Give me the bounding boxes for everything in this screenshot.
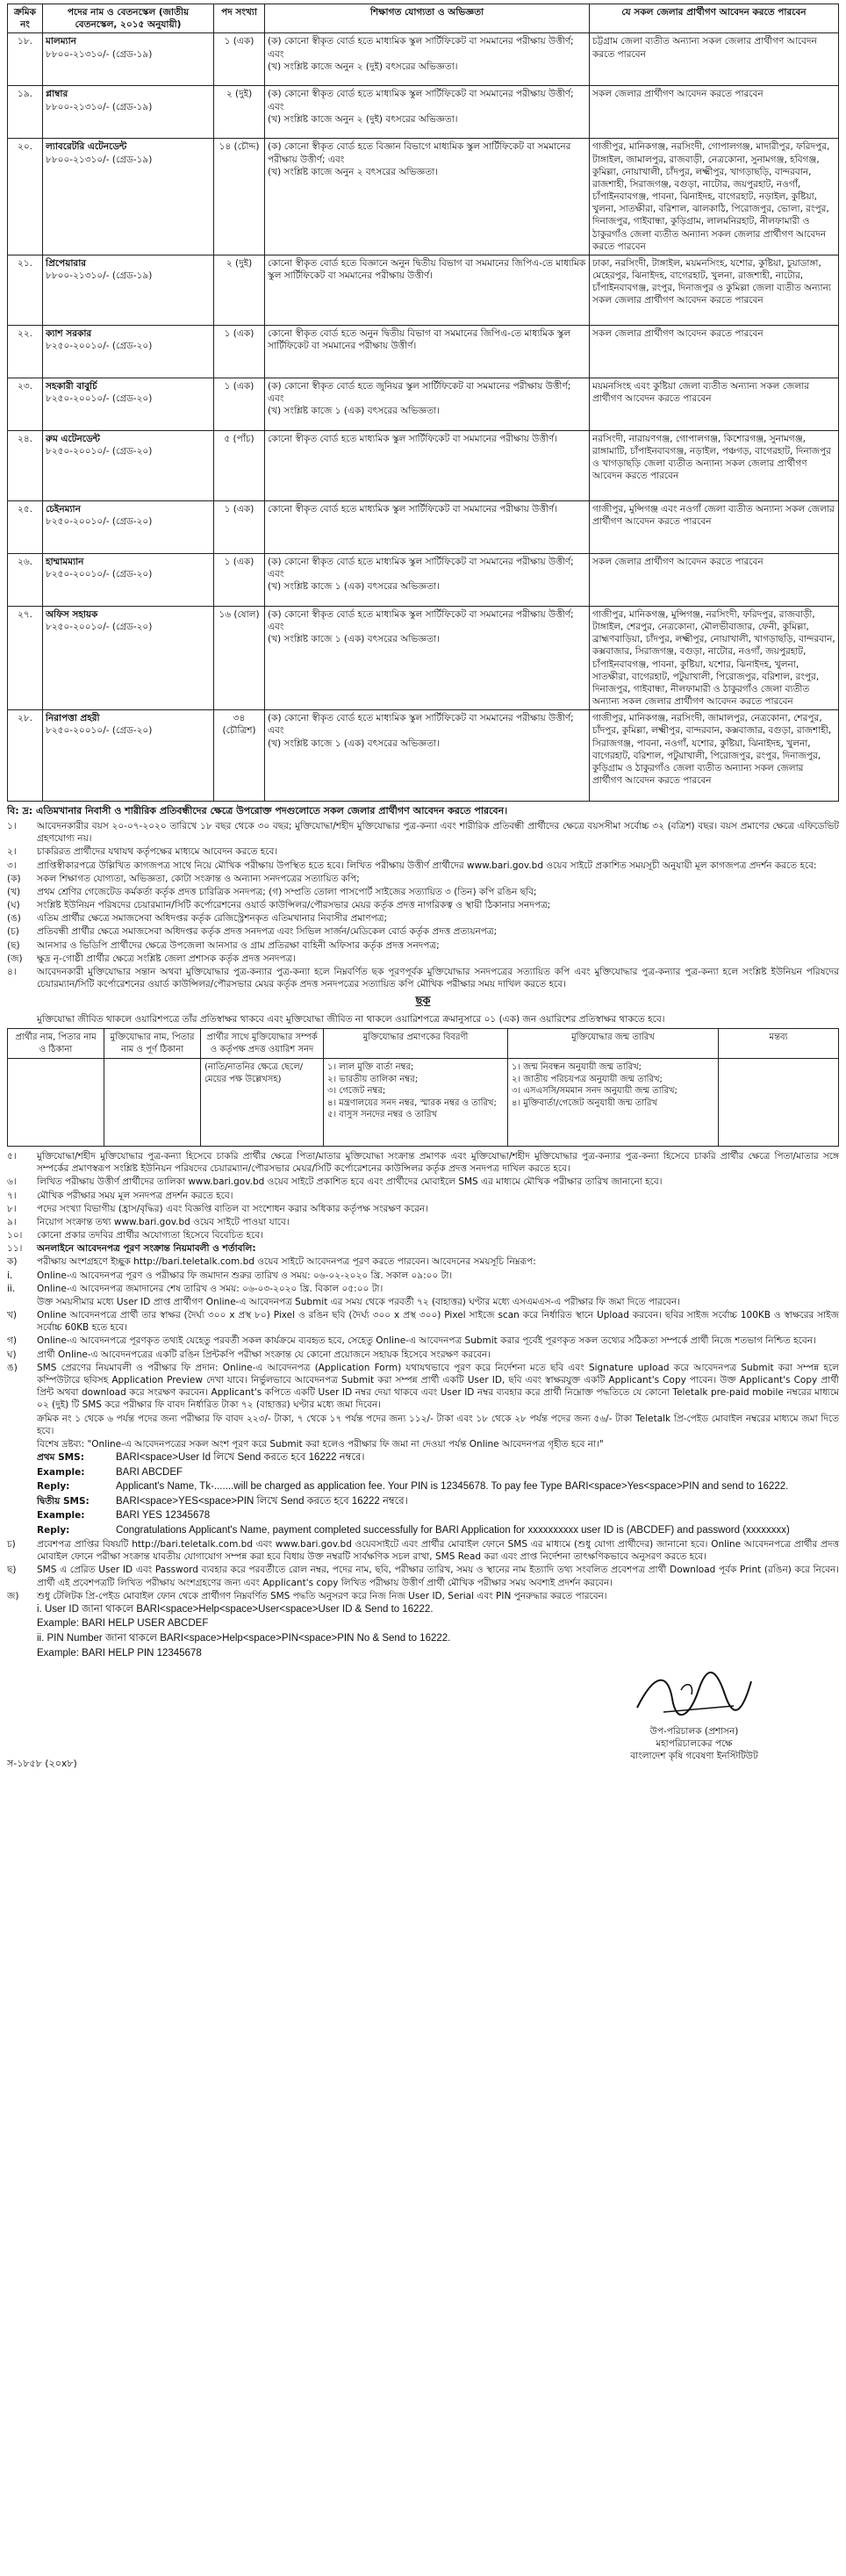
reference-code: স-১৮৫৮ (২০x৮) bbox=[7, 1758, 77, 1770]
post-districts: ঢাকা, নরসিংদী, টাঙ্গাইল, ময়মনসিংহ, যশোর, কুষ্টিয়া, চুয়াডাঙ্গা, মেহেরপুর, ঝিনাইদহ, বাগেরহাট, খুলনা, রাজশাহী, নাটোর, চাঁপাইনবাবগঞ্জ, রংপুর, দিনাজপুর ও কুমিল্লা জেলা ব্যতীত অন্যান্য সকল জেলার প্রার্থীগণ আবেদন করতে পারবেন bbox=[590, 255, 839, 325]
rule-item-text: মৌখিক পরীক্ষার সময় মূল সনদপত্র প্রদর্শন করতে হবে। bbox=[37, 1190, 233, 1201]
posts-table bbox=[7, 4, 839, 802]
sms-text: BARI<space>YES<space>PIN লিখে Send করতে হবে 16222 নম্বরে। bbox=[116, 1495, 408, 1507]
ff-cell-candidate bbox=[8, 1059, 104, 1147]
freedom-fighter-form bbox=[7, 994, 839, 1147]
notice-clause bbox=[7, 886, 839, 898]
sms-label: Reply: bbox=[37, 1524, 70, 1536]
post-scale: ৮৮০০-২১৩১০/- (গ্রেড-১৯) bbox=[46, 270, 153, 282]
post-scale: ৮২৫০-২০০১০/- (গ্রেড-২০) bbox=[46, 622, 153, 633]
ff-cell-remarks bbox=[719, 1059, 839, 1147]
qualification-item: (খ) সংশ্লিষ্ট কাজে ১ (এক) বৎসরের অভিজ্ঞতা। bbox=[268, 581, 440, 593]
post-row bbox=[8, 378, 839, 430]
online-item-num bbox=[7, 1296, 37, 1308]
ff-cell-dob bbox=[508, 1059, 719, 1147]
post-districts: সকল জেলার প্রার্থীগণ আবেদন করতে পারবেন bbox=[590, 553, 839, 606]
post-row bbox=[8, 710, 839, 802]
post-serial: ২২. bbox=[8, 325, 43, 378]
post-count: ১ (এক) bbox=[214, 33, 265, 86]
online-item-num bbox=[7, 1413, 37, 1437]
post-name: নিরাপত্তা প্রহরী bbox=[46, 713, 100, 724]
notice-clause bbox=[7, 953, 839, 965]
notice-clause bbox=[7, 925, 839, 938]
post-serial: ২৩. bbox=[8, 378, 43, 430]
proof-item: ৪। মন্ত্রণালয়ের সনদ নম্বর, স্মারক নম্বর ও তারিখ; bbox=[327, 1097, 497, 1108]
post-districts: ময়মনসিংহ এবং কুষ্টিয়া জেলা ব্যতীত অন্যান্য সকল জেলার প্রার্থীগণ আবেদন করতে পারবেন bbox=[590, 378, 839, 430]
notice-clause-text: ক্ষুদ্র নৃ-গোষ্ঠী প্রার্থীর ক্ষেত্রে সংশ্লিষ্ট জেলা প্রশাসক কর্তৃক প্রদত্ত সনদপত্র। bbox=[37, 953, 297, 964]
form-title: ছক bbox=[415, 995, 431, 1009]
qualification-item: (ক) কোনো স্বীকৃত বোর্ড হতে মাধ্যমিক স্কুল সার্টিফিকেট বা সমমানের পরীক্ষায় উত্তীর্ণ; এবং bbox=[268, 556, 574, 580]
post-scale: ৮২৫০-২০০১০/- (গ্রেড-২০) bbox=[46, 393, 153, 405]
notice-clause-num: (জ) bbox=[7, 953, 23, 964]
post-row bbox=[8, 500, 839, 553]
post-name-cell bbox=[43, 553, 214, 606]
post-count: ১ (এক) bbox=[214, 325, 265, 378]
notice-clause bbox=[7, 912, 839, 925]
online-item-text: Online-এ আবেদনপত্র পূরণ ও পরীক্ষার ফি জমাদান শুরুর তারিখ ও সময়: ০৬-০২-২০২০ খ্রি. সকাল ০৯:০০ টা। bbox=[37, 1270, 453, 1281]
sms-instructions bbox=[7, 1451, 839, 1537]
online-item-text: প্রার্থী Online-এ আবেদনপত্রের একটি রঙিন প্রিন্টকপি পরীক্ষা সংক্রান্ত যে কোনো প্রয়োজনে সহায়ক হিসেবে সংরক্ষণ করবেন। bbox=[37, 1349, 491, 1360]
sms-item bbox=[7, 1495, 839, 1509]
post-name-cell bbox=[43, 500, 214, 553]
signature-icon bbox=[628, 1664, 760, 1725]
dob-item: ২। জাতীয় পরিচয়পত্র অনুযায়ী জন্ম তারিখ; bbox=[512, 1074, 663, 1084]
post-qualification bbox=[265, 86, 590, 139]
notice-clause-text: প্রথম শ্রেণির গেজেটেড কর্মকর্তা কর্তৃক প্রদত্ত চারিত্রিক সনদপত্র; (গ) সম্প্রতি তোলা পাসপোর্ট সাইজের সত্যায়িত ৩ (তিন) কপি রঙিন ছবি; bbox=[37, 886, 537, 897]
post-scale: ৮২৫০-২০০১০/- (গ্রেড-২০) bbox=[46, 516, 153, 528]
post-name: প্রিপেয়ারার bbox=[46, 257, 87, 269]
admit-item-text: শুধু টেলিটক প্রি-পেইড মোবাইল ফোন থেকে প্রার্থীগণ নিম্নবর্ণিত SMS পদ্ধতি অনুসরণ করে নিজ নিজ User ID, Serial এবং PIN পুনরুদ্ধার করতে পারবেন। bbox=[37, 1590, 607, 1601]
post-serial: ২৪. bbox=[8, 430, 43, 500]
notice-clause-num: ১। bbox=[7, 821, 17, 832]
online-item bbox=[7, 1413, 839, 1437]
rule-item bbox=[7, 1229, 839, 1241]
post-scale: ৮২৫০-২০০১০/- (গ্রেড-২০) bbox=[46, 341, 153, 352]
post-scale: ৮৮০০-২১৩১০/- (গ্রেড-১৯) bbox=[46, 101, 153, 112]
rule-item-num: ১০। bbox=[7, 1230, 23, 1241]
form-intro-wrap bbox=[7, 1013, 839, 1025]
ff-col-candidate: প্রার্থীর নাম, পিতার নাম ও ঠিকানা bbox=[8, 1029, 104, 1059]
post-count: ২ (দুই) bbox=[214, 255, 265, 325]
qualification-item: (খ) সংশ্লিষ্ট কাজে অনুন ২ (দুই) বৎসরের অভিজ্ঞতা। bbox=[268, 61, 458, 72]
admit-card-instructions bbox=[7, 1538, 839, 1602]
post-scale: ৮৮০০-২১৩১০/- (গ্রেড-১৯) bbox=[46, 154, 153, 165]
admit-item-text: প্রবেশপত্র প্রাপ্তির বিষয়টি http://bari.teletalk.com.bd এবং www.bari.gov.bd ওয়েবসাইটে এবং প্রার্থীর মোবাইল ফোনে SMS এর মাধ্যমে (শুধু যোগ্য প্রার্থীদের) জানানো হবে। Online আবেদনপত্রে প্রার্থীর প্রদত্ত মোবাইল ফোনে পরীক্ষা সংক্রান্ত যাবতীয় যোগাযোগ সম্পন্ন করা হবে বিধায় উক্ত নম্বরটি সার্বক্ষণিক সচল রাখা, SMS Read করা এবং প্রাপ্ত নির্দেশনা তাৎক্ষণিকভাবে অনুসরণ করতে হবে। bbox=[37, 1539, 839, 1563]
ff-cell-relation: (নাতি/নাতনির ক্ষেত্রে ছেলে/মেয়ের পক্ষ উল্লেখসহ) bbox=[201, 1059, 324, 1147]
online-item-text: SMS প্রেরণের নিয়মাবলী ও পরীক্ষার ফি প্রদান: Online-এ আবেদনপত্র (Application Form) যথাযথভাবে পূরণ করে নির্দেশনা মতে ছবি এবং Signature upload করে আবেদনপত্র Submit করা সম্পন্ন হলে কম্পিউটারে ছবিসহ Application Preview দেখা যাবে। নির্ভুলভাবে আবেদনপত্র Submit করা সম্পন্ন প্রার্থী একটি User ID, ছবি এবং স্বাক্ষরযুক্ত একটি Applicant's Copy পাবেন। উক্ত Applicant's Copy প্রার্থী প্রিন্ট অথবা download করে সংরক্ষণ করবেন। Applicant's কপিতে একটি User ID নম্বর দেয়া থাকবে এবং User ID নম্বর ব্যবহার করে প্রার্থী নিম্নোক্ত পদ্ধতিতে যে কোনো Teletalk pre-paid mobile নম্বরের মাধ্যমে ০২ (দুই) টি SMS করে পরীক্ষার ফি বাবদ নির্ধারিত টাকা ৭২ (বাহাত্তর) ঘণ্টার মধ্যে জমা দিবেন। bbox=[37, 1362, 839, 1411]
ff-col-dob: মুক্তিযোদ্ধার জন্ম তারিখ bbox=[508, 1029, 719, 1059]
post-count: ১৪ (চৌদ্দ) bbox=[214, 139, 265, 255]
col-serial: ক্রমিক নং bbox=[8, 4, 43, 33]
post-qualification bbox=[265, 139, 590, 255]
post-row bbox=[8, 430, 839, 500]
qualification-item: (খ) সংশ্লিষ্ট কাজে অনুন ২ বৎসরের অভিজ্ঞতা। bbox=[268, 166, 438, 177]
online-item-text: Online আবেদনপত্রে প্রার্থী তার স্বাক্ষর (দৈর্ঘ্য ৩০০ x প্রস্থ ৮০) Pixel ও রঙিন ছবি (দৈর্ঘ্য ৩০০ x প্রস্থ ৩০০) Pixel সাইজে scan করে নির্ধারিত স্থানে Upload করবেন। ছবির সাইজ সর্বোচ্চ 100KB ও স্বাক্ষরের সাইজ সর্বোচ্চ 60KB হতে হবে। bbox=[37, 1310, 839, 1334]
recovery-text: Example: BARI HELP PIN 12345678 bbox=[37, 1647, 202, 1659]
online-item-text: Online-এ আবেদনপত্র জমাদানের শেষ তারিখ ও সময়: ০৬-০৩-২০২০ খ্রি. বিকাল ০৫:০০ টা। bbox=[37, 1283, 384, 1294]
ff-col-remarks: মন্তব্য bbox=[719, 1029, 839, 1059]
post-name: ক্যাশ সরকার bbox=[46, 327, 92, 339]
sms-label: Example: bbox=[37, 1510, 85, 1522]
signatory-title: উপ-পরিচালক (প্রশাসন) bbox=[649, 1726, 739, 1738]
notice-clause-text: এতিম প্রার্থীর ক্ষেত্রে সমাজসেবা অধিদপ্তর কর্তৃক রেজিস্ট্রেশনকৃত এতিমখানার নিবাসীর প্রমাণপত্র; bbox=[37, 913, 387, 925]
rule-item bbox=[7, 1190, 839, 1202]
admit-item bbox=[7, 1538, 839, 1563]
notice-clause-num: (ঘ) bbox=[7, 900, 20, 911]
post-row bbox=[8, 86, 839, 139]
online-item-num: ঘ) bbox=[7, 1349, 17, 1360]
online-section: ১১। অনলাইনে আবেদনপত্র পূরণ সংক্রান্ত নিয়মাবলী ও শর্তাবলি: ক) পরীক্ষায় অংশগ্রহণে ইচ্ছুক http://bari.teletalk.com.bd ওয়েব সাইটে আবেদনপত্র পূরণ করতে পারবেন। আবেদনের সময়সূচি নিম্নরূপ: i. Online-এ আবেদনপত্র পূরণ ও পরীক্ষার ফি জমাদান শুরুর তারিখ ও সময়: ০৬-০২-২০২০ খ্রি. সকাল ০৯:০০ টা। ii. Online-এ আবেদনপত্র জমাদানের শেষ তারিখ ও সময়: ০৬-০৩-২০২০ খ্রি. বিকাল ০৫:০০ টা। উক্ত সময়সীমার মধ্যে User ID প্রাপ্ত প্রার্থীগণ Online-এ আবেদনপত্র Submit এর সময় থেকে পরবর্তী ৭২ (বাহাত্তর) ঘণ্টার মধ্যে এসএমএস-এ পরীক্ষার ফি জমা দিতে পারবেন। খ) Online আবেদনপত্রে প্রার্থী তার স্বাক্ষর (দৈর্ঘ্য ৩০০ x প্রস্থ ৮০) Pixel ও রঙিন ছবি (দৈর্ঘ্য ৩০০ x প্রস্থ ৩০০) Pixel সাইজে scan করে নির্ধারিত স্থানে Upload করবেন। ছবির সাইজ সর্বোচ্চ 100KB ও স্বাক্ষরের সাইজ সর্বোচ্চ 60KB হতে হবে। গ) Online-এ আবেদনপত্রে পূরণকৃত তথ্যই যেহেতু পরবর্তী সকল কার্যক্রমে ব্যবহৃত হবে, সেহেতু Online-এ আবেদনপত্র Submit করার পূর্বেই পূরণকৃত সকল তথ্যের সঠিকতা সম্পর্কে প্রার্থী নিজে শতভাগ নিশ্চিত হবেন। ঘ) প্রার্থী Online-এ আবেদনপত্রের একটি রঙিন প্রিন্টকপি পরীক্ষা সংক্রান্ত যে কোনো প্রয়োজনে সহায়ক হিসেবে সংরক্ষণ করবেন। ঙ) SMS প্রেরণের নিয়মাবলী ও পরীক্ষার ফি প্রদান: Online-এ আবেদনপত্র (Application Form) যথাযথভাবে পূরণ করে নির্দেশনা মতে ছবি এবং Signature upload করে আবেদনপত্র Submit করা সম্পন্ন হলে কম্পিউটারে ছবিসহ Application Preview দেখা যাবে। নির্ভুলভাবে আবেদনপত্র Submit করা সম্পন্ন প্রার্থী একটি User ID, ছবি এবং স্বাক্ষরযুক্ত একটি Applicant's Copy পাবেন। উক্ত Applicant's Copy প্রার্থী প্রিন্ট অথবা download করে সংরক্ষণ করবেন। Applicant's কপিতে একটি User ID নম্বর দেয়া থাকবে এবং User ID নম্বর ব্যবহার করে প্রার্থী নিম্নোক্ত পদ্ধতিতে যে কোনো Teletalk pre-paid mobile নম্বরের মাধ্যমে ০২ (দুই) টি SMS করে পরীক্ষার ফি বাবদ নির্ধারিত টাকা ৭২ (বাহাত্তর) ঘণ্টার মধ্যে জমা দিবেন। ক্রমিক নং ১ থেকে ৬ পর্যন্ত পদের জন্য পরীক্ষার ফি বাবদ ২২৩/- টাকা, ৭ থেকে ১৭ পর্যন্ত পদের জন্য ১১২/- টাকা এবং ১৮ থেকে ২৮ পর্যন্ত পদের জন্য ৫৬/- টাকা Teletalk প্রি-পেইড মোবাইল নম্বরের মাধ্যমে জমা দিতে হবে। বিশেষ দ্রষ্টব্য: "Online-এ আবেদনপত্রের সকল অংশ পূরণ করে Submit করা হলেও পরীক্ষার ফি জমা না দেওয়া পর্যন্ত Online আবেদনপত্র গৃহীত হবে না।" প্রথম SMS: BARI<space>User Id লিখে Send করতে হবে 16222 নম্বরে। Example: BARI ABCDEF Reply: Applicant's Name, Tk-.......will be charged as application fee. Your PIN is 12345678. To pay fee Type BARI<space>Yes<space>PIN and send to 16222. দ্বিতীয় SMS: BARI<space>YES<space>PIN লিখে Send করতে হবে 16222 নম্বরে। Example: BARI YES 12345678 Reply: Congratulations Applicant's Name, payment completed successfully for BARI Application for xxxxxxxxxx user ID is (ABCDEF) and password (xxxxxxxx) চ) প্রবেশপত্র প্রাপ্তির বিষয়টি http://bari.teletalk.com.bd এবং www.bari.gov.bd ওয়েবসাইটে এবং প্রার্থীর মোবাইল ফোনে SMS এর মাধ্যমে (শুধু যোগ্য প্রার্থীদের) জানানো হবে। Online আবেদনপত্রে প্রার্থীর প্রদত্ত মোবাইল ফোনে পরীক্ষা সংক্রান্ত যাবতীয় যোগাযোগ সম্পন্ন করা হবে বিধায় উক্ত নম্বরটি সার্বক্ষণিক সচল রাখা, SMS Read করা এবং প্রাপ্ত নির্দেশনা তাৎক্ষণিকভাবে অনুসরণ করতে হবে। ছ) SMS এ প্রেরিত User ID এবং Password ব্যবহার করে পরবর্তীতে রোল নম্বর, পদের নাম, ছবি, পরীক্ষার তারিখ, সময় ও স্থানের নাম ইত্যাদি তথ্য সংবলিত প্রবেশপত্র প্রার্থী Download পূর্বক Print (রঙিন) করে নিবেন। প্রার্থী এই প্রবেশপত্রটি লিখিত পরীক্ষায় অংশগ্রহণের জন্য এবং Applicant's copy লিখিত পরীক্ষায় উত্তীর্ণ প্রার্থী মৌখিক পরীক্ষার সময় অবশ্যই প্রদর্শন করবেন। জ) শুধু টেলিটক প্রি-পেইড মোবাইল ফোন থেকে প্রার্থীগণ নিম্নবর্ণিত SMS পদ্ধতি অনুসরণ করে নিজ নিজ User ID, Serial এবং PIN পুনরুদ্ধার করতে পারবেন। i. User ID জানা থাকলে BARI<space>Help<space>User<space>User ID & Send to 16222. Example: BARI HELP USER ABCDEF ii. PIN Number জানা থাকলে BARI<space>Help<space>PIN<space>PIN No & Send to 16222. Example: BARI HELP PIN 12345678 bbox=[7, 1242, 839, 1660]
notice-clause-num: (ক) bbox=[7, 873, 21, 884]
signatory-on-behalf: মহাপরিচালকের পক্ষে bbox=[656, 1738, 733, 1750]
form-intro: মুক্তিযোদ্ধা জীবিত থাকলে ওয়ারিশপত্রে তাঁর প্রতিস্বাক্ষর থাকবে এবং মুক্তিযোদ্ধা জীবিত না থাকলে ওয়ারিশপত্রে ক্রমানুসারে ০১ (এক) জন ওয়ারিশের প্রতিস্বাক্ষর থাকতে হবে। bbox=[37, 1013, 665, 1025]
post-name: মালম্যান bbox=[46, 36, 76, 47]
dob-item: ৩। এসএসসি/সমমান সনদ অনুযায়ী জন্ম তারিখ; bbox=[512, 1086, 678, 1097]
post-serial: ২৫. bbox=[8, 500, 43, 553]
qualification-item: (ক) কোনো স্বীকৃত বোর্ড হতে মাধ্যমিক স্কুল সার্টিফিকেট বা সমমানের পরীক্ষায় উত্তীর্ণ; এবং bbox=[268, 89, 574, 112]
post-count: ১ (এক) bbox=[214, 500, 265, 553]
post-serial: ২৮. bbox=[8, 710, 43, 802]
post-name: প্লাম্বার bbox=[46, 89, 68, 100]
post-qualification bbox=[265, 606, 590, 709]
admit-item-num: জ) bbox=[7, 1590, 19, 1601]
online-item bbox=[7, 1270, 839, 1282]
notice-clause-num: ৪। bbox=[7, 967, 17, 977]
rule-item-num: ৯। bbox=[7, 1216, 17, 1227]
notice-clause-text: সকল শিক্ষাগত যোগ্যতা, অভিজ্ঞতা, কোটা সংক্রান্ত ও অন্যান্য সনদপত্রের সত্যায়িত কপি; bbox=[37, 873, 360, 884]
online-item bbox=[7, 1335, 839, 1347]
online-item bbox=[7, 1296, 839, 1308]
online-items bbox=[7, 1270, 839, 1450]
post-qualification bbox=[265, 500, 590, 553]
notice-clause-text: প্রাপ্তিস্বীকারপত্রে উল্লিখিত কাগজপত্র সাথে নিয়ে মৌখিক পরীক্ষায় উপস্থিত হতে হবে। লিখিত পরীক্ষায় উত্তীর্ণ প্রার্থীদের www.bari.gov.bd ওয়েব সাইটে প্রকাশিত সময়সূচী অনুযায়ী মূল কাগজপত্র প্রদর্শন করতে হবে: bbox=[37, 860, 817, 871]
ff-cell-proof bbox=[324, 1059, 508, 1147]
notice-clause bbox=[7, 845, 839, 858]
post-qualification bbox=[265, 378, 590, 430]
sms-item bbox=[7, 1480, 839, 1494]
online-item-text: বিশেষ দ্রষ্টব্য: "Online-এ আবেদনপত্রের সকল অংশ পূরণ করে Submit করা হলেও পরীক্ষার ফি জমা না দেওয়া পর্যন্ত Online আবেদনপত্র গৃহীত হবে না।" bbox=[37, 1438, 604, 1450]
ff-table bbox=[7, 1028, 839, 1147]
sms-item bbox=[7, 1451, 839, 1465]
post-name: অফিস সহায়ক bbox=[46, 608, 98, 620]
proof-item: ৫। বাসুস সনদের নম্বর ও তারিখ bbox=[327, 1110, 438, 1120]
sms-text: BARI ABCDEF bbox=[116, 1466, 183, 1478]
post-scale: ৮২৫০-২০০১০/- (গ্রেড-২০) bbox=[46, 446, 153, 457]
recovery-text: Example: BARI HELP USER ABCDEF bbox=[37, 1618, 209, 1630]
notice-clause bbox=[7, 899, 839, 911]
qualification-item: (খ) সংশ্লিষ্ট কাজে অনুন ২ (দুই) বৎসরের অভিজ্ঞতা। bbox=[268, 113, 458, 125]
sms-label: দ্বিতীয় SMS: bbox=[37, 1495, 90, 1507]
sms-label: Reply: bbox=[37, 1481, 70, 1493]
post-row bbox=[8, 139, 839, 255]
notice-clause-text: প্রতিবন্ধী প্রার্থীর ক্ষেত্রে সমাজসেবা অধিদপ্তর কর্তৃক প্রদত্ত সনদপত্র এবং সিভিল সার্জন/মেডিকেল বোর্ড কর্তৃক প্রদত্ত প্রত্যয়নপত্র; bbox=[37, 926, 498, 938]
dob-item: ১। জন্ম নিবন্ধন অনুযায়ী জন্ম তারিখ; bbox=[512, 1062, 642, 1073]
recovery-item bbox=[7, 1632, 839, 1646]
post-qualification bbox=[265, 553, 590, 606]
signature-block bbox=[7, 1664, 839, 1787]
rule-item-text: নিয়োগ সংক্রান্ত তথ্য www.bari.gov.bd ওয়েব সাইটে পাওয়া যাবে। bbox=[37, 1216, 290, 1227]
notice-clause-num: (খ) bbox=[7, 886, 21, 897]
post-districts: সকল জেলার প্রার্থীগণ আবেদন করতে পারবেন bbox=[590, 86, 839, 139]
sms-text: Congratulations Applicant's Name, payment completed successfully for BARI Application for xxxxxxxxxx user ID is (ABCDEF) and password (xxxxxxxx) bbox=[116, 1524, 790, 1536]
rule-item-text: মুক্তিযোদ্ধা/শহীদ মুক্তিযোদ্ধার পুত্র-কন্যা হিসেবে চাকরি প্রার্থীর ক্ষেত্রে পিতা/মাতার মুক্তিযোদ্ধা সংক্রান্ত প্রমাণক এবং মুক্তিযোদ্ধা/শহীদ মুক্তিযোদ্ধার পুত্র-কন্যার পুত্র-কন্যা হিসেবে চাকরি প্রার্থীর ক্ষেত্রে পিতা/মাতার সঙ্গে সম্পর্কের প্রমাণস্বরূপ সংশ্লিষ্ট ইউনিয়ন পরিষদের চেয়ারম্যান/পৌরসভার মেয়র/সিটি কর্পোরেশনের কাউন্সিলর কর্তৃক প্রদত্ত সনদপত্র দাখিল করতে হবে। bbox=[37, 1151, 839, 1175]
ff-col-ff-name: মুক্তিযোদ্ধার নাম, পিতার নাম ও পূর্ণ ঠিকানা bbox=[104, 1029, 201, 1059]
online-item-num: ঙ) bbox=[7, 1362, 18, 1373]
post-districts: চট্টগ্রাম জেলা ব্যতীত অন্যান্য সকল জেলার প্রার্থীগণ আবেদন করতে পারবেন bbox=[590, 33, 839, 86]
post-count: ১ (এক) bbox=[214, 553, 265, 606]
admit-item bbox=[7, 1564, 839, 1588]
post-row bbox=[8, 325, 839, 378]
dob-item: ৪। মুক্তিবার্তা/গেজেট অনুযায়ী জন্ম তারিখ bbox=[512, 1097, 658, 1108]
post-count: ৫ (পাঁচ) bbox=[214, 430, 265, 500]
post-name-cell bbox=[43, 139, 214, 255]
post-name: ল্যাবরেটরি এটেনডেন্ট bbox=[46, 141, 127, 153]
online-item-num: খ) bbox=[7, 1310, 17, 1321]
post-scale: ৮৮০০-২১৩১০/- (গ্রেড-১৯) bbox=[46, 48, 153, 60]
qualification-item: (ক) কোনো স্বীকৃত বোর্ড হতে মাধ্যমিক স্কুল সার্টিফিকেট বা সমমানের পরীক্ষায় উত্তীর্ণ; এবং bbox=[268, 608, 574, 633]
admit-item-num: ছ) bbox=[7, 1565, 17, 1576]
post-serial: ২০. bbox=[8, 139, 43, 255]
notice-clause-text: চাকরিরত প্রার্থীদের যথাযথ কর্তৃপক্ষের মাধ্যমে আবেদন করতে হবে। bbox=[37, 846, 278, 858]
rule-item bbox=[7, 1216, 839, 1228]
admit-item bbox=[7, 1590, 839, 1602]
online-item-num: i. bbox=[7, 1270, 13, 1281]
qualification-item: কোনো স্বীকৃত বোর্ড হতে বিজ্ঞানে অনুন দ্বিতীয় বিভাগ বা সমমানের জিপিএ-তে মাধ্যমিক স্কুল সার্টিফিকেট বা সমমানের পরীক্ষায় উত্তীর্ণ। bbox=[268, 257, 586, 282]
ff-col-relation: প্রার্থীর সাথে মুক্তিযোদ্ধার সম্পর্ক ও কর্তৃপক্ষ প্রদত্ত ওয়ারিশ সনদ bbox=[201, 1029, 324, 1059]
notice-clause-num: ৩। bbox=[7, 860, 17, 871]
post-serial: ১৯. bbox=[8, 86, 43, 139]
post-districts: গাজীপুর, মুন্সিগঞ্জ এবং নওগাঁ জেলা ব্যতীত অন্যান্য সকল জেলার প্রার্থীগণ আবেদন করতে পারবেন bbox=[590, 500, 839, 553]
col-qualification: শিক্ষাগত যোগ্যতা ও অভিজ্ঞতা bbox=[265, 4, 590, 33]
rule-item bbox=[7, 1176, 839, 1188]
online-item-num: গ) bbox=[7, 1335, 17, 1347]
ff-table-header bbox=[8, 1029, 839, 1059]
notice-clause-text: আনসার ও ভিডিপি প্রার্থীদের ক্ষেত্রে উপজেলা আনসার ও গ্রাম প্রতিরক্ষা বাহিনী অফিসার কর্তৃক প্রদত্ত সনদপত্র; bbox=[37, 939, 440, 951]
post-name-cell bbox=[43, 710, 214, 802]
sms-text: BARI YES 12345678 bbox=[116, 1510, 211, 1522]
post-serial: ২৭. bbox=[8, 606, 43, 709]
qualification-item: (ক) কোনো স্বীকৃত বোর্ড হতে বিজ্ঞান বিভাগে মাধ্যমিক স্কুল সার্টিফিকেট বা সমমানের পরীক্ষায় উত্তীর্ণ; এবং bbox=[268, 141, 571, 165]
ff-cell-ff-name bbox=[104, 1059, 201, 1147]
post-districts: গাজীপুর, মানিকগঞ্জ, নরসিংদী, গোপালগঞ্জ, মাদারীপুর, ফরিদপুর, টাঙ্গাইল, জামালপুর, রাজবাড়ী, নেত্রকোনা, সুনামগঞ্জ, হবিগঞ্জ, কুমিল্লা, নোয়াখালী, চাঁদপুর, লক্ষ্মীপুর, খাগড়াছড়ি, বান্দরবান, রাজশাহী, সিরাজগঞ্জ, বগুড়া, নাটোর, জয়পুরহাট, নওগাঁ, চাঁপাইনবাবগঞ্জ, পাবনা, ঝিনাইদহ, বাগেরহাট, নড়াইল, কুষ্টিয়া, খুলনা, সাতক্ষীরা, বরিশাল, ঝালকাঠি, পিরোজপুর, ভোলা, রংপুর, দিনাজপুর, গাইবান্ধা, কুড়িগ্রাম, লালমনিরহাট, নীলফামারী ও ঠাকুরগাঁও জেলা ব্যতীত অন্যান্য সকল জেলার প্রার্থীগণ আবেদন করতে পারবেন bbox=[590, 139, 839, 255]
post-name: চেইনম্যান bbox=[46, 503, 81, 514]
post-count: ২ (দুই) bbox=[214, 86, 265, 139]
post-qualification bbox=[265, 255, 590, 325]
rule-item bbox=[7, 1150, 839, 1175]
sms-label: প্রথম SMS: bbox=[37, 1452, 84, 1464]
post-districts: গাজীপুর, মানিকগঞ্জ, মুন্সিগঞ্জ, নরসিংদী, ফরিদপুর, রাজবাড়ী, টাঙ্গাইল, শেরপুর, নেত্রকোনা, মৌলভীবাজার, ফেনী, কুমিল্লা, ব্রাহ্মণবাড়িয়া, চাঁদপুর, লক্ষ্মীপুর, নোয়াখালী, খাগড়াছড়ি, বান্দরবান, কক্সবাজার, সিরাজগঞ্জ, বগুড়া, নাটোর, নওগাঁ, জয়পুরহাট, চাঁপাইনবাবগঞ্জ, পাবনা, কুষ্টিয়া, যশোর, ঝিনাইদহ, খুলনা, সাতক্ষীরা, বাগেরহাট, পটুয়াখালী, পিরোজপুর, বরিশাল, রংপুর, দিনাজপুর, গাইবান্ধা, নীলফামারী ও ঠাকুরগাঁও জেলা ব্যতীত অন্যান্য সকল জেলার প্রার্থীগণ আবেদন করতে পারবেন bbox=[590, 606, 839, 709]
notice-clause bbox=[7, 820, 839, 845]
rule-item-num: ৭। bbox=[7, 1190, 17, 1201]
signature-area bbox=[602, 1664, 786, 1763]
notice-clause-text: আবেদনকারীর বয়স ২০-০৭-২০২০ তারিখে ১৮ বছর থেকে ৩০ বছর; মুক্তিযোদ্ধা/শহীদ মুক্তিযোদ্ধার পুত্র-কন্যা এবং শারীরিক প্রতিবন্ধী প্রার্থীদের ক্ষেত্রে বয়সসীমা সর্বোচ্চ ৩২ (বত্রিশ) বছর। বয়স প্রমাণের ক্ষেত্রে এফিডেভিট গ্রহণযোগ্য নয়। bbox=[37, 821, 839, 845]
notice-clause-text: আবেদনকারী মুক্তিযোদ্ধার সন্তান অথবা মুক্তিযোদ্ধার পুত্র-কন্যার পুত্র-কন্যা হলে নিম্নবর্ণিত ছক পূরণপূর্বক মুক্তিযোদ্ধার সনদপত্রের সত্যায়িত কপি এবং মুক্তিযোদ্ধার পুত্র-কন্যার পুত্র-কন্যা হলে সংশ্লিষ্ট ইউনিয়ন পরিষদের চেয়ারম্যান/সিটি কর্পোরেশনের ওয়ার্ড কাউন্সিলর/পৌরসভার মেয়র কর্তৃক প্রদত্ত সনদপত্রের সত্যায়িত কপি মৌখিক পরীক্ষার সময় দাখিল করতে হবে। bbox=[37, 967, 839, 990]
sms-item bbox=[7, 1509, 839, 1523]
rule-item-num: ৬। bbox=[7, 1176, 17, 1188]
post-count: ৩৪ (চৌত্রিশ) bbox=[214, 710, 265, 802]
online-item-text: উক্ত সময়সীমার মধ্যে User ID প্রাপ্ত প্রার্থীগণ Online-এ আবেদনপত্র Submit এর সময় থেকে পরবর্তী ৭২ (বাহাত্তর) ঘণ্টার মধ্যে এসএমএস-এ পরীক্ষার ফি জমা দিতে পারবেন। bbox=[37, 1296, 680, 1307]
post-name-cell bbox=[43, 33, 214, 86]
notice-clause-num: (ছ) bbox=[7, 939, 20, 951]
post-name: রুম এটেনডেন্ট bbox=[46, 433, 100, 444]
post-serial: ১৮. bbox=[8, 33, 43, 86]
post-districts: গাজীপুর, মানিকগঞ্জ, নরসিংদী, জামালপুর, নেত্রকোনা, শেরপুর, চাঁদপুর, কুমিল্লা, লক্ষ্মীপুর, বান্দরবান, কক্সবাজার, বগুড়া, রাজশাহী, সিরাজগঞ্জ, পাবনা, নওগাঁ, যশোর, কুষ্টিয়া, ঝিনাইদহ, খুলনা, বাগেরহাট, বরিশাল, পটুয়াখালী, পিরোজপুর, রংপুর, দিনাজপুর, কুড়িগ্রাম ও ঠাকুরগাঁও জেলা ব্যতীত অন্যান্য সকল জেলার প্রার্থীগণ আবেদন করতে পারবেন bbox=[590, 710, 839, 802]
qualification-item: (খ) সংশ্লিষ্ট কাজে ১ (এক) বৎসরের অভিজ্ঞতা। bbox=[268, 738, 440, 749]
qualification-item: (ক) কোনো স্বীকৃত বোর্ড হতে জুনিয়র স্কুল সার্টিফিকেট বা সমমানের পরীক্ষায় উত্তীর্ণ; এবং bbox=[268, 380, 571, 405]
online-item bbox=[7, 1362, 839, 1412]
post-row bbox=[8, 33, 839, 86]
post-name-cell bbox=[43, 378, 214, 430]
qualification-item: (ক) কোনো স্বীকৃত বোর্ড হতে মাধ্যমিক স্কুল সার্টিফিকেট বা সমমানের পরীক্ষায় উত্তীর্ণ; এবং bbox=[268, 713, 574, 737]
signatory-institute: বাংলাদেশ কৃষি গবেষণা ইনস্টিটিউট bbox=[630, 1751, 758, 1762]
online-item-text: Online-এ আবেদনপত্রে পূরণকৃত তথ্যই যেহেতু পরবর্তী সকল কার্যক্রমে ব্যবহৃত হবে, সেহেতু Online-এ আবেদনপত্র Submit করার পূর্বেই পূরণকৃত সকল তথ্যের সঠিকতা সম্পর্কে প্রার্থী নিজে শতভাগ নিশ্চিত হবেন। bbox=[37, 1335, 816, 1347]
rule-item-text: কোনো প্রকার তদবির প্রার্থীর অযোগ্যতা হিসেবে বিবেচিত হবে। bbox=[37, 1230, 263, 1241]
notice-clause bbox=[7, 873, 839, 885]
post-row bbox=[8, 553, 839, 606]
notice-clause bbox=[7, 966, 839, 990]
sms-item bbox=[7, 1524, 839, 1538]
post-qualification bbox=[265, 33, 590, 86]
rule-item-num: ৮। bbox=[7, 1203, 17, 1214]
post-row bbox=[8, 606, 839, 709]
post-count: ১ (এক) bbox=[214, 378, 265, 430]
post-name-cell bbox=[43, 255, 214, 325]
post-qualification bbox=[265, 430, 590, 500]
admit-item-text: SMS এ প্রেরিত User ID এবং Password ব্যবহার করে পরবর্তীতে রোল নম্বর, পদের নাম, ছবি, পরীক্ষার তারিখ, সময় ও স্থানের নাম ইত্যাদি তথ্য সংবলিত প্রবেশপত্র প্রার্থী Download পূর্বক Print (রঙিন) করে নিবেন। প্রার্থী এই প্রবেশপত্রটি লিখিত পরীক্ষায় অংশগ্রহণের জন্য এবং Applicant's copy লিখিত পরীক্ষায় উত্তীর্ণ প্রার্থী মৌখিক পরীক্ষার সময় অবশ্যই প্রদর্শন করবেন। bbox=[37, 1565, 839, 1588]
post-name: সহকারী বাবুর্চি bbox=[46, 380, 97, 392]
online-item bbox=[7, 1349, 839, 1361]
recovery-text: ii. PIN Number জানা থাকলে BARI<space>Help<space>PIN<space>PIN No & Send to 16222. bbox=[37, 1633, 451, 1644]
post-qualification bbox=[265, 710, 590, 802]
qualification-item: (খ) সংশ্লিষ্ট কাজে ১ (এক) বৎসরের অভিজ্ঞতা। bbox=[268, 406, 440, 417]
notice-clause-num: (চ) bbox=[7, 926, 19, 938]
posts-table-body bbox=[8, 33, 839, 802]
qualification-item: কোনো স্বীকৃত বোর্ড হতে অনুন দ্বিতীয় বিভাগ বা সমমানের জিপিএ-তে মাধ্যমিক স্কুল সার্টিফিকেট বা সমমানের পরীক্ষায় উত্তীর্ণ। bbox=[268, 327, 571, 352]
notice-clause bbox=[7, 939, 839, 952]
recovery-instructions bbox=[7, 1603, 839, 1660]
post-count: ১৬ (ষোল) bbox=[214, 606, 265, 709]
online-item bbox=[7, 1309, 839, 1334]
online-item-num bbox=[7, 1438, 37, 1450]
sms-label: Example: bbox=[37, 1466, 85, 1478]
post-name-cell bbox=[43, 430, 214, 500]
notice-heading: বি: দ্র: এতিমখানার নিবাসী ও শারীরিক প্রতিবন্ধীদের ক্ষেত্রে উপরোক্ত পদগুলোতে সকল জেলার প্রার্থীগণ আবেদন করতে পারবেন। bbox=[7, 805, 508, 817]
post-districts: সকল জেলার প্রার্থীগণ আবেদন করতে পারবেন bbox=[590, 325, 839, 378]
rules-list bbox=[7, 1150, 839, 1241]
ff-col-proof: মুক্তিযোদ্ধার প্রমাণকের বিবরণী bbox=[324, 1029, 508, 1059]
notice-clause-num: (ঙ) bbox=[7, 913, 21, 925]
proof-item: ১। লাল মুক্তি বার্তা নম্বর; bbox=[327, 1062, 414, 1073]
post-row bbox=[8, 255, 839, 325]
qualification-item: কোনো স্বীকৃত বোর্ড হতে মাধ্যমিক স্কুল সার্টিফিকেট বা সমমানের পরীক্ষায় উত্তীর্ণ। bbox=[268, 503, 557, 514]
notice-clauses bbox=[7, 820, 839, 990]
post-qualification bbox=[265, 325, 590, 378]
post-name-cell bbox=[43, 606, 214, 709]
rule-item-text: লিখিত পরীক্ষায় উত্তীর্ণ প্রার্থীদের তালিকা www.bari.gov.bd ওয়েব সাইটে প্রকাশিত হবে এবং প্রার্থীদের মোবাইলে SMS এর মাধ্যমে মৌখিক পরীক্ষার তারিখ জানানো হবে। bbox=[37, 1176, 663, 1188]
post-name-cell bbox=[43, 325, 214, 378]
online-item bbox=[7, 1283, 839, 1295]
col-post-name: পদের নাম ও বেতনস্কেল (জাতীয় বেতনস্কেল, ২০১৫ অনুযায়ী) bbox=[43, 4, 214, 33]
proof-item: ২। ভারতীয় তালিকা নম্বর; bbox=[327, 1074, 419, 1084]
recovery-item bbox=[7, 1603, 839, 1617]
rule-item-num: ৫। bbox=[7, 1151, 17, 1162]
notice-section bbox=[7, 805, 839, 990]
sms-text: Applicant's Name, Tk-.......will be charged as application fee. Your PIN is 12345678. To pay fee Type BARI<space>Yes<space>PIN and send to 16222. bbox=[116, 1481, 789, 1493]
recovery-item bbox=[7, 1647, 839, 1661]
post-serial: ২১. bbox=[8, 255, 43, 325]
proof-item: ৩। গেজেট নম্বর; bbox=[327, 1086, 386, 1097]
online-item bbox=[7, 1438, 839, 1450]
recovery-item bbox=[7, 1617, 839, 1631]
sms-item bbox=[7, 1466, 839, 1480]
rule-item bbox=[7, 1203, 839, 1215]
online-intro: পরীক্ষায় অংশগ্রহণে ইচ্ছুক http://bari.teletalk.com.bd ওয়েব সাইটে আবেদনপত্র পূরণ করতে পারবেন। আবেদনের সময়সূচি নিম্নরূপ: bbox=[37, 1256, 536, 1268]
notice-clause bbox=[7, 860, 839, 872]
post-serial: ২৬. bbox=[8, 553, 43, 606]
online-heading: অনলাইনে আবেদনপত্র পূরণ সংক্রান্ত নিয়মাবলী ও শর্তাবলি: bbox=[37, 1243, 256, 1255]
notice-clause-text: সংশ্লিষ্ট ইউনিয়ন পরিষদের চেয়ারম্যান/সিটি কর্পোরেশনের ওয়ার্ড কাউন্সিলর/পৌরসভার মেয়র কর্তৃক প্রদত্ত নাগরিকত্ব ও স্থায়ী ঠিকানার সনদপত্র; bbox=[37, 900, 551, 911]
col-count: পদ সংখ্যা bbox=[214, 4, 265, 33]
admit-item-num: চ) bbox=[7, 1539, 16, 1551]
notice-clause-num: ২। bbox=[7, 846, 17, 858]
rule-item-text: পদের সংখ্যা বিভাগীয় (হ্রাস/বৃদ্ধির) এবং বিজ্ঞপ্তি বাতিল বা সংশোধন করার অধিকার কর্তৃপক্ষ সংরক্ষণ করেন। bbox=[37, 1203, 428, 1214]
post-scale: ৮২৫০-২০০১০/- (গ্রেড-২০) bbox=[46, 725, 153, 737]
post-name-cell bbox=[43, 86, 214, 139]
post-scale: ৮২৫০-২০০১০/- (গ্রেড-২০) bbox=[46, 569, 153, 580]
posts-table-header bbox=[8, 4, 839, 33]
recovery-text: i. User ID জানা থাকলে BARI<space>Help<space>User<space>User ID & Send to 16222. bbox=[37, 1603, 434, 1615]
qualification-item: কোনো স্বীকৃত বোর্ড হতে মাধ্যমিক স্কুল সার্টিফিকেট বা সমমানের পরীক্ষায় উত্তীর্ণ। bbox=[268, 433, 557, 444]
qualification-item: (ক) কোনো স্বীকৃত বোর্ড হতে মাধ্যমিক স্কুল সার্টিফিকেট বা সমমানের পরীক্ষায় উত্তীর্ণ; এবং bbox=[268, 36, 574, 60]
online-item-text: ক্রমিক নং ১ থেকে ৬ পর্যন্ত পদের জন্য পরীক্ষার ফি বাবদ ২২৩/- টাকা, ৭ থেকে ১৭ পর্যন্ত পদের জন্য ১১২/- টাকা এবং ১৮ থেকে ২৮ পর্যন্ত পদের জন্য ৫৬/- টাকা Teletalk প্রি-পেইড মোবাইল নম্বরের মাধ্যমে জমা দিতে হবে। bbox=[37, 1413, 839, 1436]
post-districts: নরসিংদী, নারায়ণগঞ্জ, গোপালগঞ্জ, কিশোরগঞ্জ, সুনামগঞ্জ, রাঙ্গামাটি, চাঁপাইনবাবগঞ্জ, নড়াইল, পঞ্চগড়, বাগেরহাট, দিনাজপুর ও খাগড়াছড়ি জেলা ব্যতীত অন্যান্য সকল জেলার প্রার্থীগণ আবেদন করতে পারবেন bbox=[590, 430, 839, 500]
online-item-num: ii. bbox=[7, 1283, 16, 1294]
col-districts: যে সকল জেলার প্রার্থীগণ আবেদন করতে পারবেন bbox=[590, 4, 839, 33]
sms-text: BARI<space>User Id লিখে Send করতে হবে 16222 নম্বরে। bbox=[116, 1452, 365, 1464]
qualification-item: (খ) সংশ্লিষ্ট কাজে ১ (এক) বৎসরের অভিজ্ঞতা। bbox=[268, 634, 440, 645]
ff-table-row bbox=[8, 1059, 839, 1147]
post-name: হাম্মামম্যান bbox=[46, 556, 84, 567]
